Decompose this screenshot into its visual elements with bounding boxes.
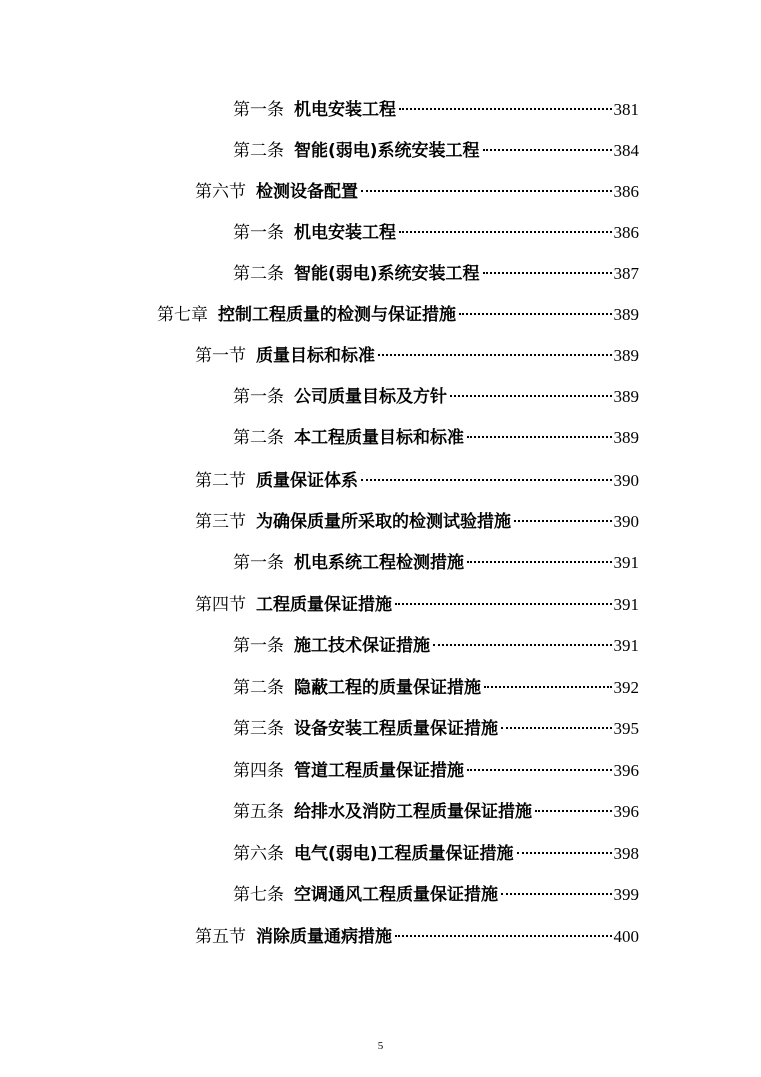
toc-dot-leader [501, 893, 612, 895]
toc-entry-page: 398 [613, 844, 639, 863]
toc-entry-number: 第二条 [233, 428, 284, 448]
toc-entry-title: 管道工程质量保证措施 [294, 761, 464, 781]
toc-entry-number: 第二节 [195, 471, 246, 491]
toc-dot-leader [459, 313, 612, 315]
toc-entry [233, 218, 639, 248]
toc-entry-title: 质量保证体系 [256, 471, 358, 491]
toc-entry-number: 第一节 [195, 346, 246, 366]
toc-dot-leader [467, 769, 612, 771]
toc-entry-page: 389 [613, 428, 639, 447]
toc-dot-leader [361, 190, 612, 192]
toc-dot-leader [450, 395, 612, 397]
toc-entry-number: 第一条 [233, 100, 284, 120]
toc-entry-number: 第五节 [195, 927, 246, 947]
toc-entry-title: 施工技术保证措施 [294, 636, 430, 656]
toc-dot-leader [467, 436, 612, 438]
toc-dot-leader [514, 520, 612, 522]
toc-entry-title: 本工程质量目标和标准 [294, 428, 464, 448]
toc-entry-number: 第五条 [233, 802, 284, 822]
toc-entry-page: 399 [613, 885, 639, 904]
toc-dot-leader [361, 479, 612, 481]
toc-entry-title: 给排水及消防工程质量保证措施 [294, 802, 532, 822]
toc-entry [233, 797, 639, 827]
toc-entry-page: 386 [613, 223, 639, 242]
toc-entry [233, 382, 639, 412]
toc-entry-title: 质量目标和标准 [256, 346, 375, 366]
toc-entry-title: 智能(弱电)系统安装工程 [294, 264, 480, 284]
toc-entry-page: 400 [613, 927, 639, 946]
toc-entry-number: 第六条 [233, 844, 284, 864]
toc-dot-leader [517, 852, 612, 854]
toc-entry [195, 922, 639, 952]
toc-entry [233, 259, 639, 289]
toc-entry-page: 389 [613, 387, 639, 406]
toc-entry-number: 第一条 [233, 223, 284, 243]
toc-entry-page: 384 [613, 141, 639, 160]
toc-dot-leader [535, 810, 612, 812]
toc-entry-page: 386 [613, 182, 639, 201]
toc-entry-title: 机电安装工程 [294, 100, 396, 120]
toc-entry [233, 423, 639, 453]
toc-entry-page: 391 [613, 595, 639, 614]
toc-entry-number: 第三条 [233, 719, 284, 739]
page-number: 5 [377, 1040, 384, 1052]
toc-dot-leader [484, 686, 612, 688]
toc-entry-number: 第二条 [233, 264, 284, 284]
toc-dot-leader [483, 149, 612, 151]
toc-entry-number: 第七章 [157, 305, 208, 325]
toc-dot-leader [399, 108, 612, 110]
toc-entry [233, 136, 639, 166]
toc-entry-page: 387 [613, 264, 639, 283]
toc-entry-title: 为确保质量所采取的检测试验措施 [256, 512, 511, 532]
toc-entry-page: 389 [613, 346, 639, 365]
toc-entry-title: 检测设备配置 [256, 182, 358, 202]
toc-entry-title: 电气(弱电)工程质量保证措施 [294, 844, 514, 864]
toc-entry [195, 590, 639, 620]
toc-entry-title: 机电安装工程 [294, 223, 396, 243]
toc-dot-leader [399, 231, 612, 233]
toc-entry-title: 空调通风工程质量保证措施 [294, 885, 498, 905]
toc-dot-leader [467, 561, 612, 563]
toc-entry-number: 第二条 [233, 141, 284, 161]
toc-entry [157, 300, 639, 330]
toc-entry-title: 工程质量保证措施 [256, 595, 392, 615]
toc-entry-title: 设备安装工程质量保证措施 [294, 719, 498, 739]
toc-entry [233, 95, 639, 125]
toc-entry [233, 631, 639, 661]
toc-entry-page: 391 [613, 553, 639, 572]
toc-entry [195, 507, 639, 537]
toc-dot-leader [395, 935, 612, 937]
toc-entry-page: 390 [613, 471, 639, 490]
toc-entry [233, 548, 639, 578]
toc-entry-page: 392 [613, 678, 639, 697]
toc-entry-page: 389 [613, 305, 639, 324]
toc-entry-title: 机电系统工程检测措施 [294, 553, 464, 573]
toc-entry-number: 第一条 [233, 636, 284, 656]
toc-entry-number: 第一条 [233, 387, 284, 407]
toc-entry-title: 隐蔽工程的质量保证措施 [294, 678, 481, 698]
toc-entry-number: 第四节 [195, 595, 246, 615]
toc-entry [233, 756, 639, 786]
toc-dot-leader [395, 603, 612, 605]
toc-entry-title: 控制工程质量的检测与保证措施 [218, 305, 456, 325]
toc-entry [233, 673, 639, 703]
toc-entry-number: 第二条 [233, 678, 284, 698]
toc-entry-page: 395 [613, 719, 639, 738]
toc-entry [233, 839, 639, 869]
toc-dot-leader [378, 354, 612, 356]
toc-entry-title: 消除质量通病措施 [256, 927, 392, 947]
toc-entry [233, 714, 639, 744]
toc-dot-leader [501, 727, 612, 729]
toc-entry-number: 第六节 [195, 182, 246, 202]
toc-entry-title: 智能(弱电)系统安装工程 [294, 141, 480, 161]
toc-entry-page: 390 [613, 512, 639, 531]
toc-entry-number: 第三节 [195, 512, 246, 532]
toc-entry [195, 466, 639, 496]
toc-entry-page: 396 [613, 802, 639, 821]
toc-entry-page: 396 [613, 761, 639, 780]
toc-entry-number: 第四条 [233, 761, 284, 781]
toc-entry-title: 公司质量目标及方针 [294, 387, 447, 407]
toc-entry-number: 第一条 [233, 553, 284, 573]
toc-entry [233, 880, 639, 910]
toc-entry-page: 391 [613, 636, 639, 655]
toc-entry [195, 177, 639, 207]
toc-entry-number: 第七条 [233, 885, 284, 905]
toc-entry-page: 381 [613, 100, 639, 119]
toc-dot-leader [483, 272, 612, 274]
toc-entry [195, 341, 639, 371]
toc-dot-leader [433, 644, 612, 646]
